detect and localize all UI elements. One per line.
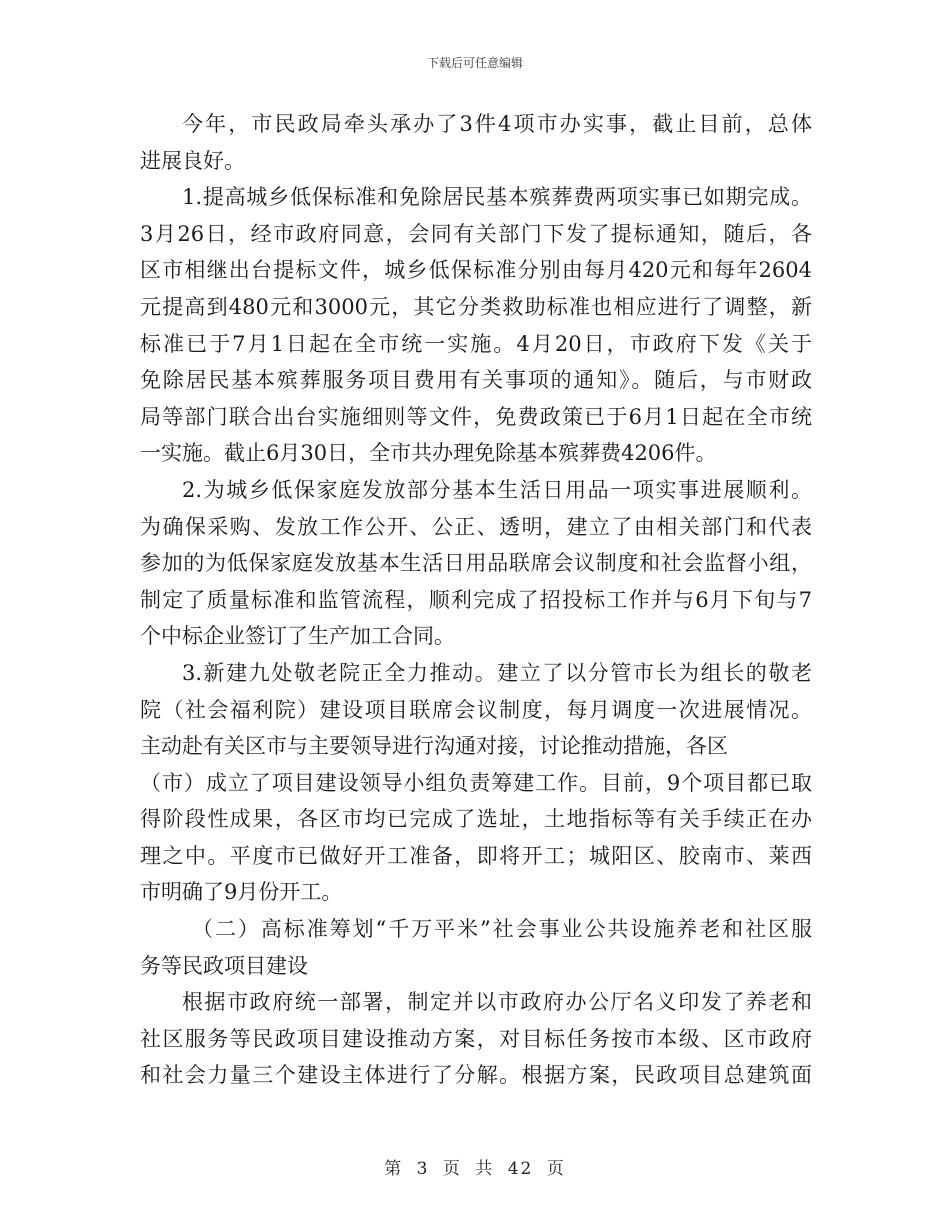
body-text-line: 市明确了9月份开工。 <box>140 880 343 905</box>
body-text-line: 3.新建九处敬老院正全力推动。建立了以分管市长为组长的敬老 <box>182 660 812 685</box>
body-text-line: 参加的为低保家庭发放基本生活日用品联席会议制度和社会监督小组， <box>140 551 812 576</box>
body-text-line: 社区服务等民政项目建设推动方案，对目标任务按市本级、区市政府 <box>140 1026 812 1051</box>
body-text-line: 理之中。平度市已做好开工准备，即将开工；城阳区、胶南市、莱西 <box>140 843 812 868</box>
page-number-footer: 第 3 页 共 42 页 <box>384 1159 566 1179</box>
body-text-line: 得阶段性成果，各区市均已完成了选址，土地指标等有关手续正在办 <box>140 807 812 832</box>
body-text-line: 1.提高城乡低保标准和免除居民基本殡葬费两项实事已如期完成。 <box>182 185 812 210</box>
body-text-line: 根据市政府统一部署，制定并以市政府办公厅名义印发了养老和 <box>182 990 812 1015</box>
body-text-line: 标准已于7月1日起在全市统一实施。4月20日，市政府下发《关于 <box>140 331 812 356</box>
body-text-line: 主动赴有关区市与主要领导进行沟通对接，讨论推动措施，各区 <box>140 734 728 759</box>
page-header: 下载后可任意编辑 <box>426 56 523 70</box>
body-text-line: 务等民政项目建设 <box>140 953 308 978</box>
body-text-line: 局等部门联合出台实施细则等文件，免费政策已于6月1日起在全市统 <box>140 404 812 429</box>
body-text-line: （市）成立了项目建设领导小组负责筹建工作。目前，9个项目都已取 <box>140 770 812 795</box>
document-body <box>140 106 812 1094</box>
body-text-line: 个中标企业签订了生产加工合同。 <box>140 624 455 649</box>
body-text-line: 进展良好。 <box>140 148 245 173</box>
body-text-line: 免除居民基本殡葬服务项目费用有关事项的通知》。随后，与市财政 <box>140 368 812 393</box>
body-text-line: 为确保采购、发放工作公开、公正、透明，建立了由相关部门和代表 <box>140 514 812 539</box>
body-text-line: 和社会力量三个建设主体进行了分解。根据方案，民政项目总建筑面 <box>140 1063 812 1088</box>
body-text-line: 3月26日，经市政府同意，会同有关部门下发了提标通知，随后，各 <box>140 221 812 246</box>
body-text-line: 区市相继出台提标文件，城乡低保标准分别由每月420元和每年2604 <box>140 258 812 283</box>
body-text-line: 制定了质量标准和监管流程，顺利完成了招投标工作并与6月下旬与7 <box>140 587 812 612</box>
body-text-line: 今年，市民政局牵头承办了3件4项市办实事，截止目前，总体 <box>182 112 812 136</box>
body-text-line: 院（社会福利院）建设项目联席会议制度，每月调度一次进展情况。 <box>140 697 812 722</box>
body-text-line: 一实施。截止6月30日，全市共办理免除基本殡葬费4206件。 <box>140 441 717 466</box>
body-text-line: 元提高到480元和3000元，其它分类救助标准也相应进行了调整，新 <box>140 294 812 319</box>
body-text-line: 2.为城乡低保家庭发放部分基本生活日用品一项实事进展顺利。 <box>182 477 812 502</box>
body-text-line: （二）高标准筹划“千万平米”社会事业公共设施养老和社区服 <box>192 917 812 942</box>
